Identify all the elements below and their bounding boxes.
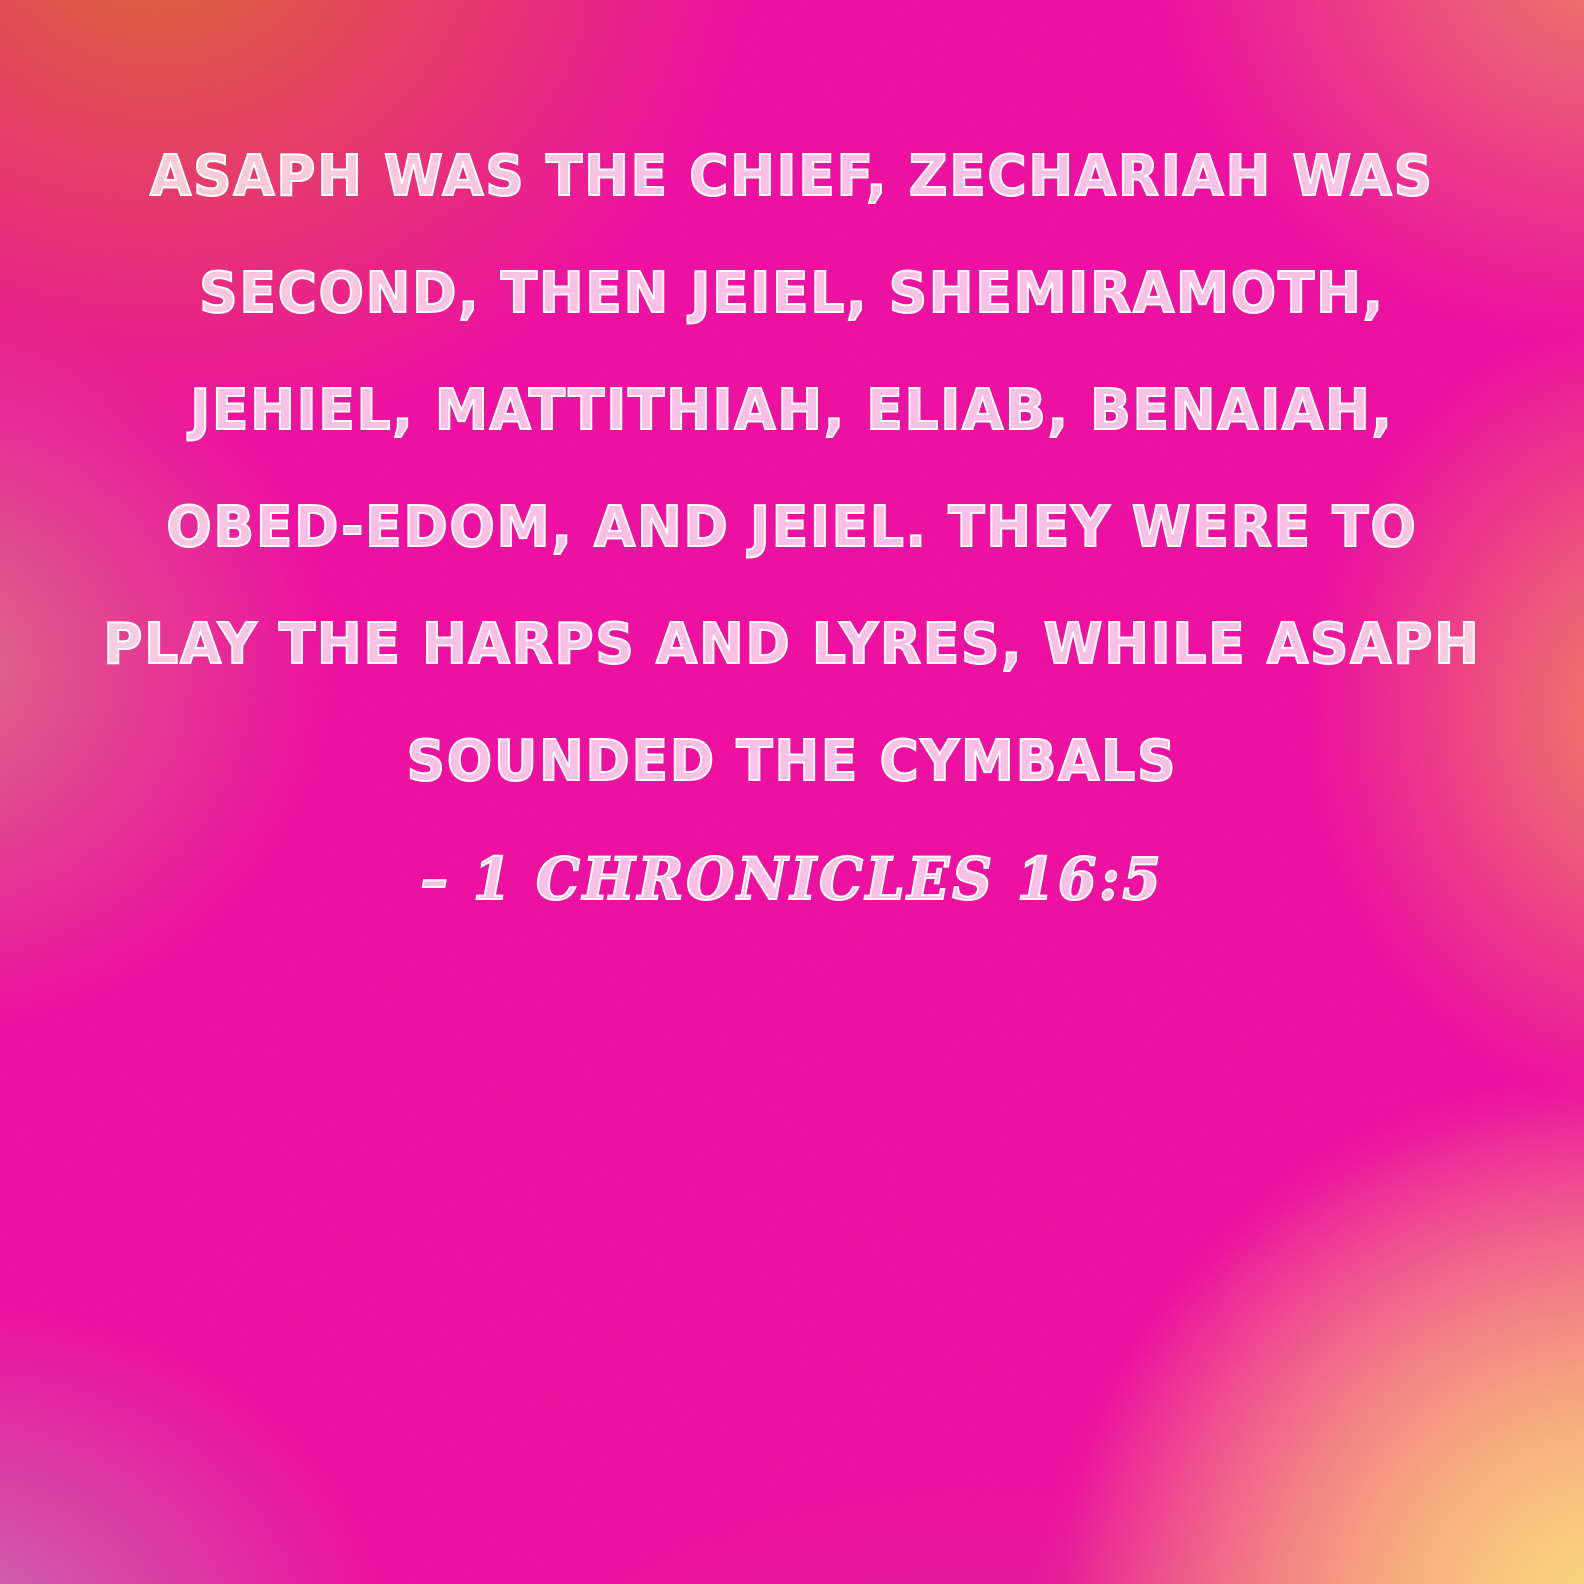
verse-line-4: OBED-EDOM, AND JEIEL. THEY WERE TO xyxy=(166,495,1418,560)
verse-text-block xyxy=(0,118,1584,937)
verse-line-1: ASAPH WAS THE CHIEF, ZECHARIAH WAS xyxy=(150,144,1434,209)
verse-line-2: SECOND, THEN JEIEL, SHEMIRAMOTH, xyxy=(199,261,1385,326)
verse-reference: – 1 CHRONICLES 16:5 xyxy=(420,844,1164,913)
verse-line-6: SOUNDED THE CYMBALS xyxy=(406,729,1178,794)
verse-line-3: JEHIEL, MATTITHIAH, ELIAB, BENAIAH, xyxy=(190,378,1394,443)
verse-line-5: PLAY THE HARPS AND LYRES, WHILE ASAPH xyxy=(103,612,1481,677)
